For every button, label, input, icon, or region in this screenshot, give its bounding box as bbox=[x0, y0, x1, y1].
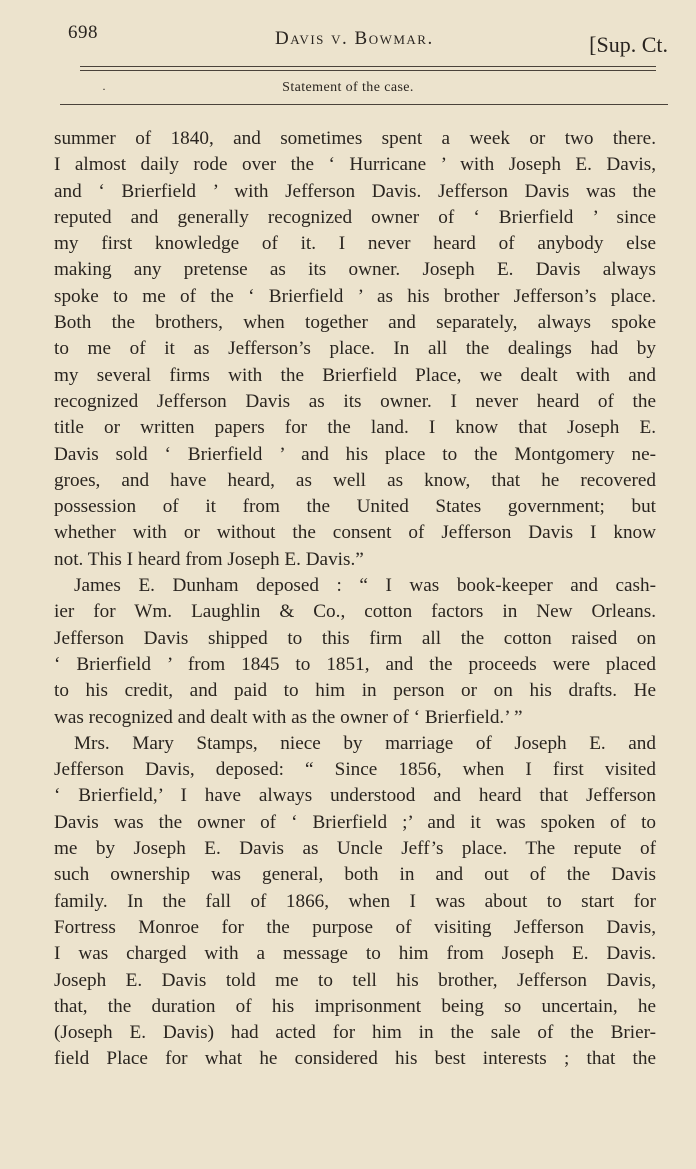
text-line: my several firms with the Brierfield Place, we dealt with and bbox=[54, 364, 656, 386]
text-line: Mrs. Mary Stamps, niece by marriage of Joseph E. and bbox=[74, 732, 656, 754]
text-line: such ownership was general, both in and out of the Davis bbox=[54, 864, 656, 886]
text-line: ‘ Brierfield ’ from 1845 to 1851, and the proceeds were placed bbox=[54, 653, 656, 675]
header-rule-top bbox=[80, 66, 656, 67]
text-line: summer of 1840, and sometimes spent a week or two there. bbox=[54, 128, 656, 149]
text-line: ‘ Brierfield,’ I have always understood and heard that Jefferson bbox=[54, 785, 656, 807]
text-line: groes, and have heard, as well as know, that he recovered bbox=[54, 469, 656, 491]
text-line: Jefferson Davis shipped to this firm all the cotton raised on bbox=[54, 627, 656, 649]
text-line: Jefferson Davis, deposed: “ Since 1856, when I first visited bbox=[54, 759, 656, 781]
text-line: I almost daily rode over the ‘ Hurricane ’ with Joseph E. Davis, bbox=[54, 154, 656, 176]
text-line: Both the brothers, when together and separately, always spoke bbox=[54, 312, 656, 334]
body-text bbox=[54, 126, 656, 1073]
running-title: Davis v. Bowmar. bbox=[275, 28, 434, 49]
text-line: Davis sold ‘ Brierfield ’ and his place to the Montgomery ne- bbox=[54, 443, 656, 465]
page-number: 698 bbox=[68, 22, 98, 43]
text-line: (Joseph E. Davis) had acted for him in the sale of the Brier- bbox=[54, 1022, 656, 1044]
text-line: to me of it as Jefferson’s place. In all the dealings had by bbox=[54, 338, 656, 360]
text-line: whether with or without the consent of Jefferson Davis I know bbox=[54, 522, 656, 544]
text-line: not. This I heard from Joseph E. Davis.” bbox=[54, 548, 364, 570]
text-line: ier for Wm. Laughlin & Co., cotton factors in New Orleans. bbox=[54, 601, 656, 623]
text-line: field Place for what he considered his best interests ; that the bbox=[54, 1048, 656, 1070]
text-line: and ‘ Brierfield ’ with Jefferson Davis. Jefferson Davis was the bbox=[54, 180, 656, 202]
text-line: James E. Dunham deposed : “ I was book-keeper and cash- bbox=[74, 575, 656, 597]
text-line: I was charged with a message to him from Joseph E. Davis. bbox=[54, 943, 656, 965]
text-line: was recognized and dealt with as the owner of ‘ Brierfield.’ ” bbox=[54, 706, 523, 728]
text-line: Davis was the owner of ‘ Brierfield ;’ and it was spoken of to bbox=[54, 811, 656, 833]
page-header bbox=[40, 18, 668, 58]
text-line: possession of it from the United States government; but bbox=[54, 496, 656, 518]
text-line: me by Joseph E. Davis as Uncle Jeff’s place. The repute of bbox=[54, 838, 656, 860]
section-label: Statement of the case. bbox=[282, 80, 414, 95]
text-line: spoke to me of the ‘ Brierfield ’ as his brother Jefferson’s place. bbox=[54, 285, 656, 307]
text-line: title or written papers for the land. I know that Joseph E. bbox=[54, 417, 656, 439]
text-line: family. In the fall of 1866, when I was about to start for bbox=[54, 890, 656, 912]
text-line: reputed and generally recognized owner of ‘ Brierfield ’ since bbox=[54, 206, 656, 228]
text-line: recognized Jefferson Davis as its owner. I never heard of the bbox=[54, 390, 656, 412]
text-line: making any pretense as its owner. Joseph E. Davis always bbox=[54, 259, 656, 281]
text-line: Fortress Monroe for the purpose of visiting Jefferson Davis, bbox=[54, 916, 656, 938]
header-rule-second bbox=[80, 70, 656, 71]
section-rule bbox=[60, 104, 668, 105]
court-abbreviation: [Sup. Ct. bbox=[589, 32, 668, 57]
decorative-dot: · bbox=[102, 82, 106, 96]
text-line: to his credit, and paid to him in person or on his drafts. He bbox=[54, 680, 656, 702]
text-line: my first knowledge of it. I never heard of anybody else bbox=[54, 233, 656, 255]
text-line: Joseph E. Davis told me to tell his brother, Jefferson Davis, bbox=[54, 969, 656, 991]
text-line: that, the duration of his imprisonment being so uncertain, he bbox=[54, 995, 656, 1017]
